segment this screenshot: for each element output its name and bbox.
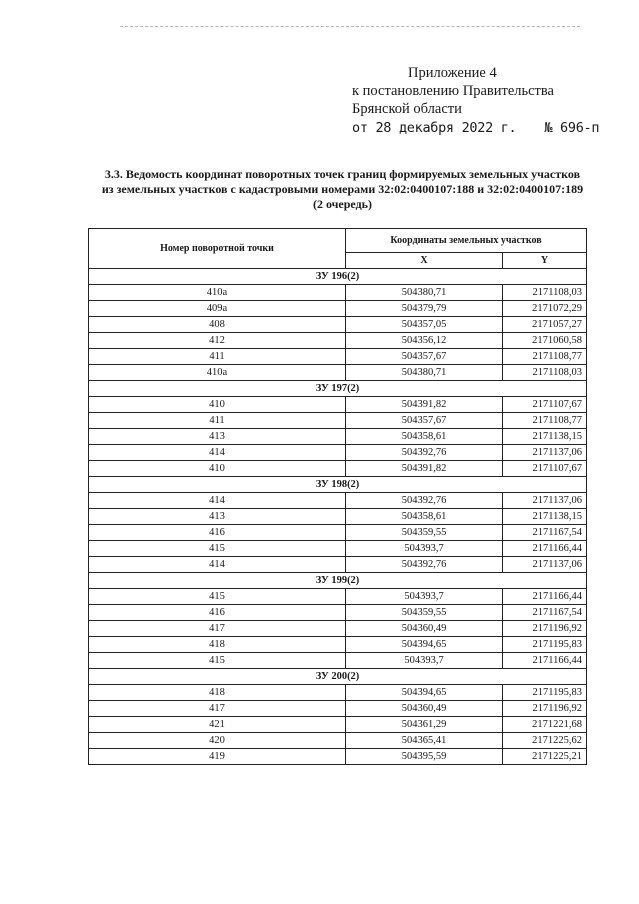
point-cell: 416 xyxy=(89,605,346,621)
point-cell: 409а xyxy=(89,301,346,317)
table-row xyxy=(89,589,587,605)
section-name: ЗУ 196(2) xyxy=(89,269,587,285)
section-row xyxy=(89,269,587,285)
point-cell: 414 xyxy=(89,445,346,461)
decree-line xyxy=(352,119,632,137)
decree-number: № 696-п xyxy=(544,120,600,136)
x-cell: 504358,61 xyxy=(346,429,503,445)
y-cell: 2171060,58 xyxy=(503,333,587,349)
section-row xyxy=(89,669,587,685)
table-row xyxy=(89,557,587,573)
point-cell: 410 xyxy=(89,461,346,477)
x-cell: 504359,55 xyxy=(346,525,503,541)
x-cell: 504356,12 xyxy=(346,333,503,349)
section-row xyxy=(89,381,587,397)
point-cell: 415 xyxy=(89,541,346,557)
y-cell: 2171108,03 xyxy=(503,365,587,381)
table-row xyxy=(89,301,587,317)
table-row xyxy=(89,749,587,765)
header-y: Y xyxy=(503,253,587,269)
point-cell: 419 xyxy=(89,749,346,765)
x-cell: 504380,71 xyxy=(346,365,503,381)
point-cell: 408 xyxy=(89,317,346,333)
x-cell: 504360,49 xyxy=(346,621,503,637)
x-cell: 504392,76 xyxy=(346,445,503,461)
point-cell: 414 xyxy=(89,557,346,573)
header-point-number: Номер поворотной точки xyxy=(89,229,346,269)
section-row xyxy=(89,573,587,589)
table-row xyxy=(89,333,587,349)
x-cell: 504392,76 xyxy=(346,493,503,509)
y-cell: 2171221,68 xyxy=(503,717,587,733)
table-row xyxy=(89,717,587,733)
table-row xyxy=(89,621,587,637)
document-title: 3.3. Ведомость координат поворотных точек границ формируемых земельных участков из земельных участков с кадастровыми номерами 32:02:0400107:188 и 32:02:0400107:189 (2 очередь) xyxy=(101,167,584,211)
x-cell: 504394,65 xyxy=(346,685,503,701)
y-cell: 2171166,44 xyxy=(503,541,587,557)
point-cell: 418 xyxy=(89,685,346,701)
table-body xyxy=(89,269,587,765)
y-cell: 2171166,44 xyxy=(503,589,587,605)
x-cell: 504357,67 xyxy=(346,349,503,365)
point-cell: 415 xyxy=(89,589,346,605)
table-row xyxy=(89,397,587,413)
x-cell: 504395,59 xyxy=(346,749,503,765)
y-cell: 2171195,83 xyxy=(503,637,587,653)
appendix-reference: к постановлению Правительства xyxy=(352,83,554,99)
point-cell: 411 xyxy=(89,349,346,365)
x-cell: 504393,7 xyxy=(346,541,503,557)
y-cell: 2171107,67 xyxy=(503,397,587,413)
x-cell: 504357,67 xyxy=(346,413,503,429)
y-cell: 2171137,06 xyxy=(503,445,587,461)
x-cell: 504365,41 xyxy=(346,733,503,749)
table-row xyxy=(89,365,587,381)
y-cell: 2171166,44 xyxy=(503,653,587,669)
section-name: ЗУ 199(2) xyxy=(89,573,587,589)
y-cell: 2171167,54 xyxy=(503,605,587,621)
table-row xyxy=(89,701,587,717)
x-cell: 504392,76 xyxy=(346,557,503,573)
x-cell: 504379,79 xyxy=(346,301,503,317)
table-row xyxy=(89,429,587,445)
x-cell: 504391,82 xyxy=(346,461,503,477)
table-row xyxy=(89,685,587,701)
point-cell: 420 xyxy=(89,733,346,749)
point-cell: 418 xyxy=(89,637,346,653)
y-cell: 2171137,06 xyxy=(503,493,587,509)
point-cell: 417 xyxy=(89,701,346,717)
table-row xyxy=(89,605,587,621)
x-cell: 504358,61 xyxy=(346,509,503,525)
y-cell: 2171196,92 xyxy=(503,621,587,637)
point-cell: 416 xyxy=(89,525,346,541)
point-cell: 414 xyxy=(89,493,346,509)
scan-artifact-line xyxy=(120,26,580,27)
point-cell: 411 xyxy=(89,413,346,429)
table-row xyxy=(89,317,587,333)
table-row xyxy=(89,413,587,429)
table-row xyxy=(89,525,587,541)
section-row xyxy=(89,477,587,493)
x-cell: 504357,05 xyxy=(346,317,503,333)
y-cell: 2171138,15 xyxy=(503,509,587,525)
table-row xyxy=(89,509,587,525)
y-cell: 2171072,29 xyxy=(503,301,587,317)
table-row xyxy=(89,653,587,669)
y-cell: 2171107,67 xyxy=(503,461,587,477)
point-cell: 415 xyxy=(89,653,346,669)
table-row xyxy=(89,541,587,557)
table-row xyxy=(89,349,587,365)
y-cell: 2171196,92 xyxy=(503,701,587,717)
x-cell: 504394,65 xyxy=(346,637,503,653)
section-name: ЗУ 198(2) xyxy=(89,477,587,493)
table-row xyxy=(89,445,587,461)
point-cell: 413 xyxy=(89,429,346,445)
header-coordinates: Координаты земельных участков xyxy=(346,229,587,253)
table-row xyxy=(89,733,587,749)
table-row xyxy=(89,461,587,477)
appendix-region: Брянской области xyxy=(352,101,462,117)
point-cell: 412 xyxy=(89,333,346,349)
y-cell: 2171225,62 xyxy=(503,733,587,749)
x-cell: 504391,82 xyxy=(346,397,503,413)
x-cell: 504393,7 xyxy=(346,653,503,669)
point-cell: 417 xyxy=(89,621,346,637)
y-cell: 2171057,27 xyxy=(503,317,587,333)
decree-date: от 28 декабря 2022 г. xyxy=(352,120,517,136)
table-row xyxy=(89,493,587,509)
header-x: X xyxy=(346,253,503,269)
point-cell: 421 xyxy=(89,717,346,733)
y-cell: 2171195,83 xyxy=(503,685,587,701)
point-cell: 410 xyxy=(89,397,346,413)
table-row xyxy=(89,285,587,301)
point-cell: 410а xyxy=(89,365,346,381)
x-cell: 504361,29 xyxy=(346,717,503,733)
x-cell: 504359,55 xyxy=(346,605,503,621)
appendix-header xyxy=(352,64,632,137)
y-cell: 2171108,77 xyxy=(503,413,587,429)
point-cell: 413 xyxy=(89,509,346,525)
x-cell: 504360,49 xyxy=(346,701,503,717)
coordinates-table xyxy=(88,228,587,765)
appendix-title: Приложение 4 xyxy=(408,65,497,81)
point-cell: 410а xyxy=(89,285,346,301)
x-cell: 504393,7 xyxy=(346,589,503,605)
y-cell: 2171225,21 xyxy=(503,749,587,765)
x-cell: 504380,71 xyxy=(346,285,503,301)
y-cell: 2171108,03 xyxy=(503,285,587,301)
y-cell: 2171108,77 xyxy=(503,349,587,365)
y-cell: 2171138,15 xyxy=(503,429,587,445)
table-row xyxy=(89,637,587,653)
section-name: ЗУ 197(2) xyxy=(89,381,587,397)
y-cell: 2171167,54 xyxy=(503,525,587,541)
section-name: ЗУ 200(2) xyxy=(89,669,587,685)
y-cell: 2171137,06 xyxy=(503,557,587,573)
